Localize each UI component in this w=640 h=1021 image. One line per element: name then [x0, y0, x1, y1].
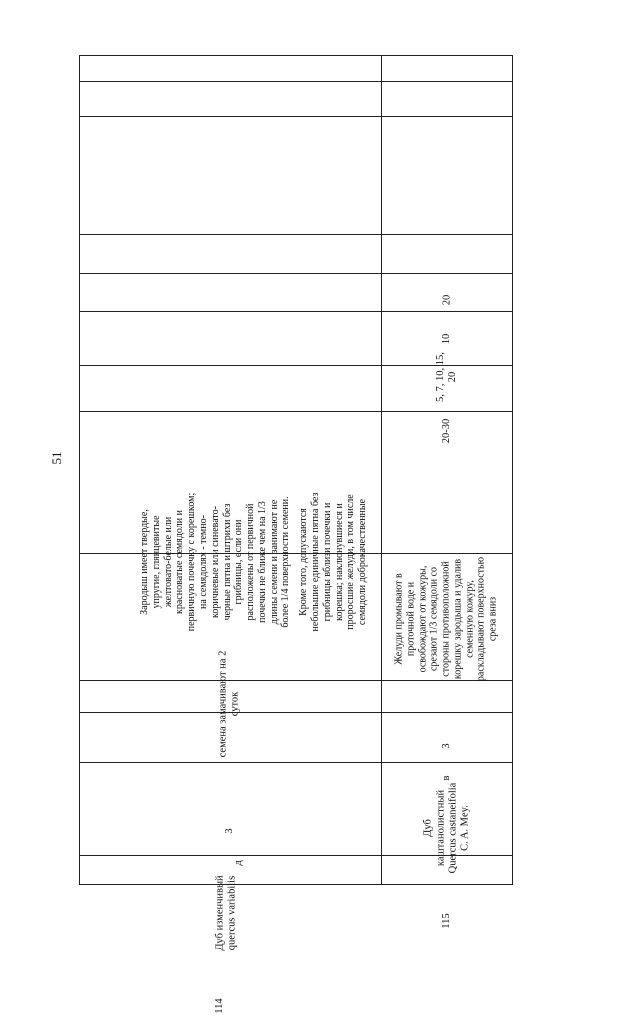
row-115-count-days: 5, 7, 10, 15, 20 — [434, 352, 458, 402]
row-115-germination-day: 20 — [441, 294, 453, 306]
page-number: 51 — [49, 451, 64, 465]
row-114-germination-day — [79, 366, 381, 405]
row-115-temperature: 20-30 — [440, 418, 452, 444]
row-114-energy-day — [79, 405, 381, 443]
row-115-col3: в — [440, 775, 452, 781]
row-114-species-name: Дуб изменчивый quercus variabilis — [214, 875, 238, 951]
row-115-treatment: Желуди промывают в проточной воде и освобождают от кожуры, срезают 1/3 семядоли со стороны противоположной корешку зародыша и удалив семенную кожуру, раскладывают поверхностью среза вниз — [393, 556, 499, 682]
column-divider — [79, 81, 513, 82]
row-115-col4: 3 — [440, 743, 452, 749]
row-115-species-name: Дуб каштанолистный Quercus castaneifolia C. A. Mey. — [422, 782, 471, 874]
row-114-number: 114 — [213, 998, 225, 1014]
row-114-treatment: семена замачивают на 2 суток — [217, 650, 241, 758]
row-115-extra-3 — [381, 108, 513, 134]
row-115-number: 115 — [440, 913, 452, 929]
row-115-energy-day: 10 — [440, 333, 452, 345]
row-114-criteria-paragraph-1: Зародыш имеет твердые, упругие, глянцевитые желтовато-белые или красноватые семядоли и первичную почечку с корешком; на семядолях - темно-коричневые или синевато-черные пятна и штрихи без грибницы, если они расположены от первичной почечки не ближе чем на 1/3 длины семени и занимают не более 1/4 поверхности семени. — [138, 492, 292, 632]
row-114-extra-2 — [80, 215, 382, 250]
row-114-col3: д — [232, 860, 244, 866]
row-114-col4: 3 — [223, 828, 235, 834]
row-114-criteria-paragraph-2: Кроме того, допускаются небольшие единичные пятна без грибницы вблизи почечки и корешка; наклюнувшиеся и проросшие желуди, в том числе семядоли доброкачественные — [298, 492, 369, 632]
row-114-extra-3 — [79, 193, 381, 219]
row-114-count-days — [79, 435, 381, 489]
row-114-temperature — [79, 493, 381, 539]
row-115-extra-2 — [382, 130, 514, 165]
